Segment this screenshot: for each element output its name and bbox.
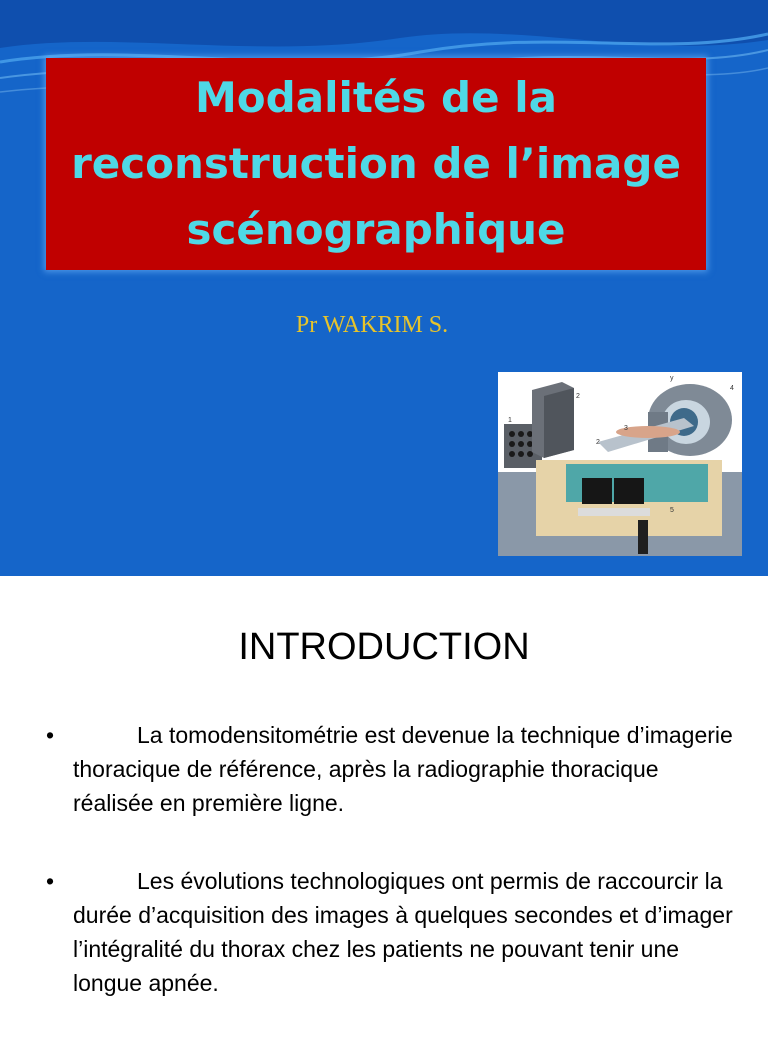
ct-scanner-illustration	[498, 372, 742, 556]
title-banner	[46, 58, 706, 270]
illustration-label: y	[670, 375, 674, 382]
author-name: Pr WAKRIM S.	[295, 312, 449, 338]
bullet-item	[46, 864, 736, 1000]
illustration-label: 3	[624, 425, 628, 432]
bullet-item	[46, 718, 736, 820]
bullet-marker: •	[46, 722, 55, 748]
illustration-label: 2	[596, 439, 600, 446]
bullet-text: La tomodensitométrie est devenue la technique d’imagerie thoracique de référence, après la radiographie thoracique réalisée en première ligne.	[73, 722, 733, 816]
bullet-list	[46, 718, 736, 1044]
bullet-marker: •	[46, 868, 55, 894]
illustration-label: 4	[730, 385, 734, 392]
illustration-label: 1	[508, 417, 512, 424]
illustration-label: 5	[670, 507, 674, 514]
illustration-label: 2	[576, 393, 580, 400]
bullet-text: Les évolutions technologiques ont permis de raccourcir la durée d’acquisition des images à quelques secondes et d’imager l’intégralité du thorax chez les patients ne pouvant tenir une longue apnée.	[73, 868, 733, 996]
ct-scanner-room-diagram	[498, 372, 742, 556]
slide-title: Modalités de la reconstruction de l’image scénographique	[71, 73, 681, 254]
section-heading: INTRODUCTION	[238, 626, 530, 668]
introduction-slide	[0, 576, 768, 1024]
